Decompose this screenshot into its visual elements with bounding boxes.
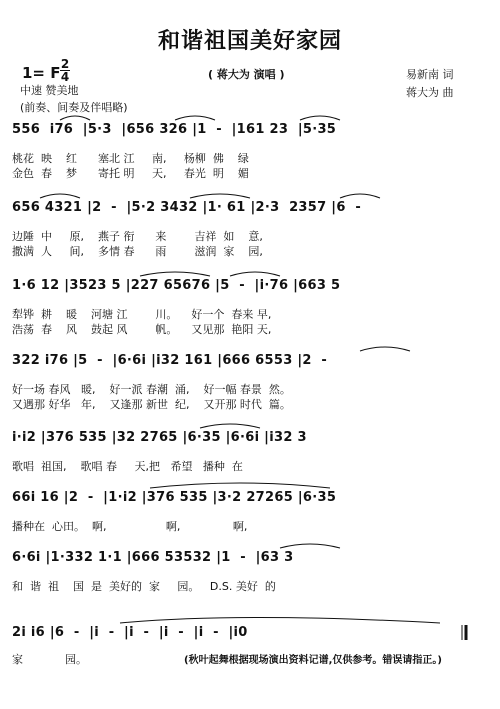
slur-8 xyxy=(230,272,280,276)
tempo-marking: 中速 赞美地 xyxy=(20,84,79,97)
slur-3 xyxy=(300,116,340,120)
score-row-1-notes: 556 i76 |5·3 |656 326 |1 - |161 23 |5·35 xyxy=(12,122,337,137)
score-row-2-notes: 656 4321 |2 - |5·2 3432 |1· 61 |2·3 2357 |6 - xyxy=(12,200,362,215)
meter-top: 2 xyxy=(60,57,70,71)
slur-2 xyxy=(175,116,215,120)
score-row-7-notes: 6·6i |1·332 1·1 |666 53532 |1 - |63 3 xyxy=(12,550,294,565)
score-row-3-notes: 1·6 12 |3523 5 |227 65676 |5 - |i·76 |663 5 xyxy=(12,278,341,293)
composer-credit: 蒋大为 曲 xyxy=(406,86,454,99)
score-row-8-notes: 2i i6 |6 - |i - |i - |i - |i - |i0 xyxy=(12,625,248,640)
slur-1 xyxy=(60,116,90,120)
score-row-5-notes: i·i2 |376 535 |32 2765 |6·35 |6·6i |i32 3 xyxy=(12,430,307,445)
slur-10 xyxy=(200,424,260,428)
score-row-5-lyrics-1: 歌唱 祖国, 歌唱 春 天,把 希望 播种 在 xyxy=(12,460,243,473)
slur-13 xyxy=(120,618,440,624)
slur-12 xyxy=(280,544,340,548)
slur-marks xyxy=(40,116,440,623)
score-row-1-lyrics-1: 桃花 映 红 塞北 江 南, 杨柳 佛 绿 xyxy=(12,152,249,165)
meter-bottom: 4 xyxy=(60,70,70,84)
score-row-4-lyrics-1: 好一场 春风 暖, 好一派 春潮 涌, 好一幅 春景 然。 xyxy=(12,383,291,396)
slur-5 xyxy=(190,194,250,198)
score-row-2-lyrics-1: 边陲 中 原, 燕子 衔 来 吉祥 如 意, xyxy=(12,230,263,243)
slur-4 xyxy=(40,194,80,198)
score-row-3-lyrics-1: 犁铧 耕 暖 河塘 江 川。 好一个 春来 早, xyxy=(12,308,272,321)
score-row-2-lyrics-2: 撒满 人 间, 多情 春 雨 滋润 家 园, xyxy=(12,245,263,258)
key-signature: 1= F xyxy=(22,64,61,82)
slur-9 xyxy=(360,347,410,351)
score-row-6-notes: 66i 16 |2 - |1·i2 |376 535 |3·2 27265 |6·35 xyxy=(12,490,337,505)
score-row-4-notes: 322 i76 |5 - |6·6i |i32 161 |666 6553 |2 - xyxy=(12,353,328,368)
score-row-6-lyrics-1: 播种在 心田。 啊, 啊, 啊, xyxy=(12,520,248,533)
singer-credit: ( 蒋大为 演唱 ) xyxy=(208,68,285,81)
lyricist-credit: 易新南 词 xyxy=(406,68,454,81)
score-row-4-lyrics-2: 又遇那 好华 年, 又逢那 新世 纪, 又开那 时代 篇。 xyxy=(12,398,291,411)
slur-6 xyxy=(340,194,380,198)
score-row-7-lyrics-1: 和 谐 祖 国 是 美好的 家 园。 D.S. 美好 的 xyxy=(12,580,276,593)
performance-note: (前奏、间奏及伴唱略) xyxy=(20,101,128,114)
song-title: 和谐祖国美好家园 xyxy=(157,29,342,54)
score-row-3-lyrics-2: 浩荡 春 风 鼓起 风 帆。 又见那 艳阳 天, xyxy=(12,323,272,336)
slur-7 xyxy=(140,272,210,276)
slur-11 xyxy=(150,483,330,488)
transcription-note: (秋叶起舞根据现场演出资料记谱,仅供参考。错误请指正。) xyxy=(184,655,442,666)
score-row-8-lyrics-1: 家 园。 xyxy=(12,653,87,666)
score-row-1-lyrics-2: 金色 春 梦 寄托 明 天, 春光 明 媚 xyxy=(12,167,249,180)
